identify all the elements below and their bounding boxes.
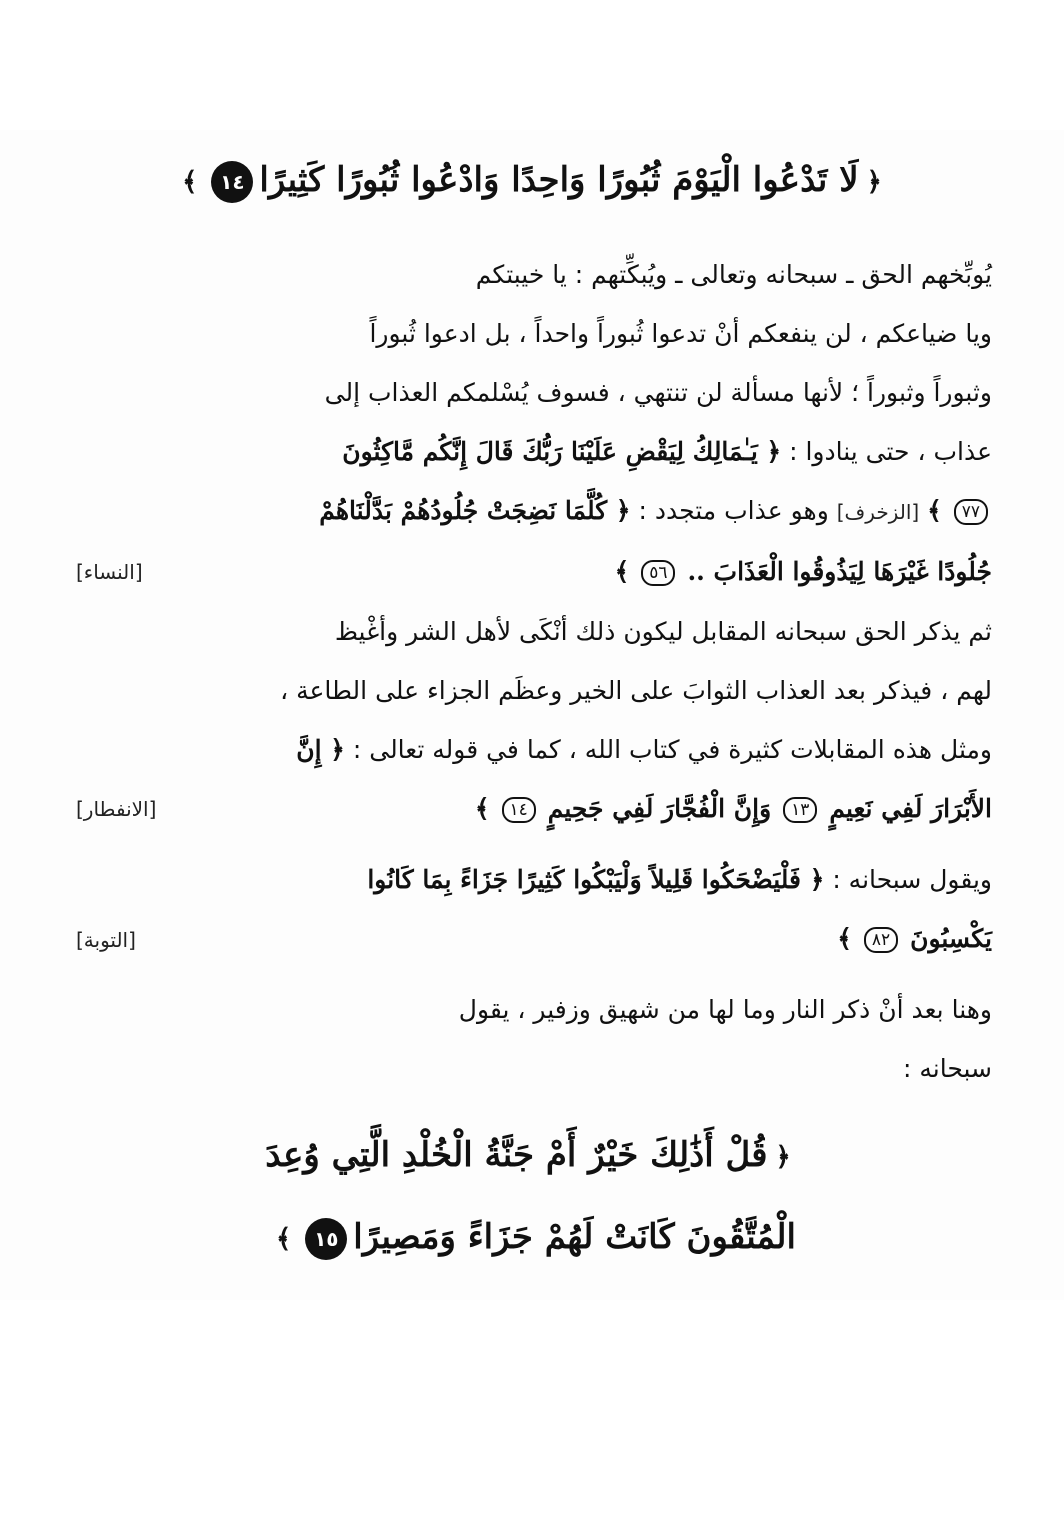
ornament-open-icon: ﴿ [866,167,882,197]
ornament-close-icon: ﴾ [276,1224,292,1254]
surah-ref-infitar: [الانفطار] [76,797,157,821]
surah-ref-tawbah: [التوبة] [76,928,136,952]
verse-ref-number: ٧٧ [954,499,988,525]
para2-line-4 [72,779,992,838]
quote-close: ﴾ [927,496,942,525]
footer-verse-line-2 [70,1212,994,1264]
para1-line-5 [72,481,992,542]
surah-ref-nisa: [النساء] [76,560,143,584]
quote-close: ﴾ [614,557,630,586]
verse-number-badge: ١٥ [305,1218,347,1260]
para1-line-3: وثبوراً وثبوراً ؛ لأنها مسألة لن تنتهي ، فسوف يُسْلمكم العذاب إلى [324,378,992,407]
quote-infitar-a: الأَبْرَارَ لَفِي نَعِيمٍ [829,794,992,823]
quote-nisa: ﴿ كُلَّمَا نَضِجَتْ جُلُودُهُمْ بَدَّلْنَاهُمْ [319,496,631,525]
para1-line-2: ويا ضياعكم ، لن ينفعكم أنْ تدعوا ثُبوراً واحداً ، بل ادعوا ثُبوراً [369,319,992,348]
para2-line-2: لهم ، فيذكر بعد العذاب الثوابَ على الخير وعظَم الجزاء على الطاعة ، [280,676,992,705]
verse-ref-number: ٥٦ [641,560,675,586]
quote-nisa-end: جُلُودًا غَيْرَهَا لِيَذُوقُوا الْعَذَابَ .. [687,557,992,586]
quote-close: ﴾ [474,794,490,823]
para1-line-1: يُوبِّخهم الحق ـ سبحانه وتعالى ـ ويُبكِّتهم : يا خيبتكم [475,260,992,289]
ornament-close-icon: ﴾ [182,167,198,197]
para1-line-4 [72,422,992,481]
quote-tawbah: ﴿ فَلْيَضْحَكُوا قَلِيلاً وَلْيَبْكُوا كَثِيرًا جَزَاءً بِمَا كَانُوا [367,865,825,894]
verse-ref-number: ١٤ [502,797,536,823]
header-verse [70,155,994,207]
quote-infitar-b: وَإِنَّ الْفُجَّارَ لَفِي جَحِيمٍ [547,794,772,823]
para1-line-6 [72,542,992,601]
para2-line-1: ثم يذكر الحق سبحانه المقابل ليكون ذلك أنْكَى لأهل الشر وأغْيظ [334,617,992,646]
verse-ref-number: ٨٢ [864,927,898,953]
para4-line-1: وهنا بعد أنْ ذكر النار وما لها من شهيق وزفير ، يقول [458,995,992,1024]
footer-verse-line-1 [70,1130,994,1182]
header-verse-text: لَا تَدْعُوا الْيَوْمَ ثُبُورًا وَاحِدًا وَادْعُوا ثُبُورًا كَثِيرًا [259,160,859,200]
paragraph-2 [72,602,992,838]
para3-line-2 [72,909,992,968]
para3-line-1 [72,850,992,909]
verse-number-badge: ١٤ [211,161,253,203]
quote-zukhruf: ﴿ يَـٰمَالِكُ لِيَقْضِ عَلَيْنَا رَبُّكَ قَالَ إِنَّكُم مَّاكِثُونَ [342,437,782,466]
quote-tawbah-end: يَكْسِبُونَ [910,924,992,953]
ornament-open-icon: ﴿ [775,1142,791,1172]
paragraph-3 [72,850,992,968]
quote-infitar-start: ﴿ إِنَّ [296,735,345,764]
footer-verse-text-1: قُلْ أَذَٰلِكَ خَيْرٌ أَمْ جَنَّةُ الْخُلْدِ الَّتِي وُعِدَ [265,1135,768,1175]
paragraph-1 [72,245,992,601]
quote-close: ﴾ [837,924,852,953]
para2-line-3-prefix: ومثل هذه المقابلات كثيرة في كتاب الله ، كما في قوله تعالى : [352,735,992,764]
verse-ref-number: ١٣ [783,797,817,823]
para1-line-5-mid: وهو عذاب متجدد : [638,496,829,525]
footer-verse-text-2: الْمُتَّقُونَ كَانَتْ لَهُمْ جَزَاءً وَمَصِيرًا [353,1217,796,1257]
paragraph-4 [72,980,992,1098]
surah-ref: [الزخرف] [836,500,920,524]
para2-line-3 [72,720,992,779]
para1-line-4-prefix: عذاب ، حتى ينادوا : [789,437,992,466]
para4-line-2: سبحانه : [903,1054,992,1083]
para3-prefix: ويقول سبحانه : [832,865,992,894]
